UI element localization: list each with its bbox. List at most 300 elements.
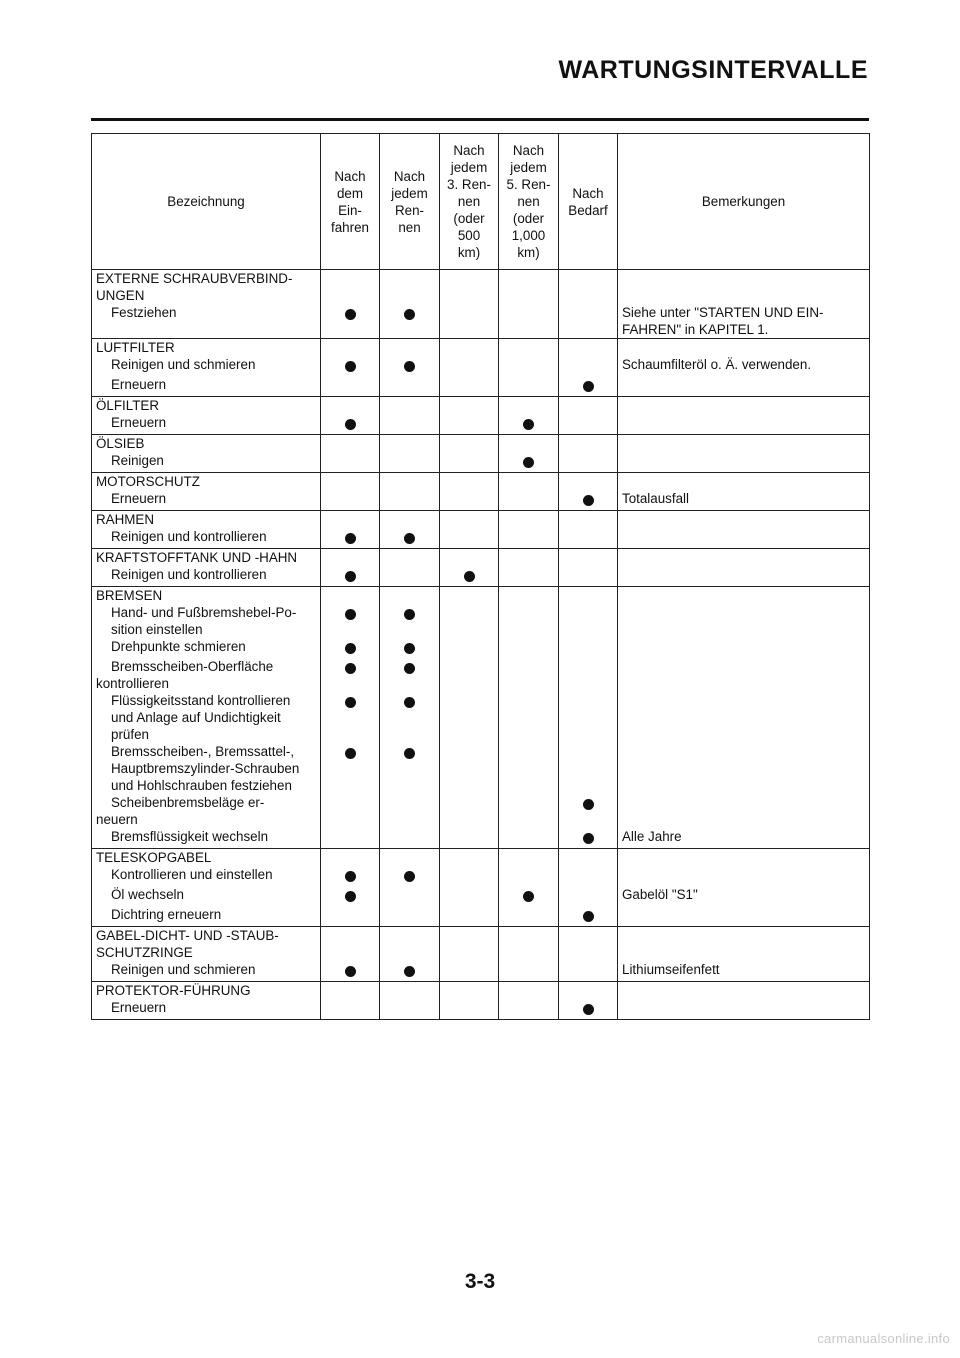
remark-cell	[618, 414, 870, 435]
interval-mark-icon	[404, 871, 415, 882]
empty-cell	[559, 982, 618, 1000]
remark-cell: Alle Jahre	[618, 828, 870, 849]
group-row	[92, 397, 870, 415]
empty-cell	[321, 927, 380, 962]
interval-mark-icon	[345, 533, 356, 544]
table-row	[92, 658, 870, 692]
table-row	[92, 528, 870, 549]
item-label: Erneuern	[92, 376, 321, 397]
interval-cell	[559, 886, 618, 906]
empty-cell	[321, 270, 380, 305]
empty-cell	[618, 339, 870, 357]
interval-cell	[499, 638, 559, 658]
interval-cell	[321, 356, 380, 376]
interval-mark-icon	[345, 361, 356, 372]
empty-cell	[321, 549, 380, 567]
column-header-line: Nach	[572, 185, 604, 201]
interval-cell	[380, 528, 440, 549]
column-header-line: Nach	[453, 143, 485, 158]
group-row	[92, 473, 870, 491]
item-label: Erneuern	[92, 490, 321, 511]
interval-cell	[380, 999, 440, 1020]
interval-cell	[380, 692, 440, 743]
group-title: ÖLFILTER	[92, 397, 321, 415]
empty-cell	[321, 587, 380, 605]
interval-cell	[321, 658, 380, 692]
table-row	[92, 794, 870, 828]
empty-cell	[499, 473, 559, 491]
interval-cell	[321, 794, 380, 828]
remark-cell: Gabelöl "S1"	[618, 886, 870, 906]
empty-cell	[499, 435, 559, 453]
column-header-line: 5. Ren-	[506, 177, 551, 192]
interval-cell	[440, 638, 499, 658]
item-label: Reinigen und schmieren	[92, 356, 321, 376]
empty-cell	[559, 397, 618, 415]
interval-cell	[559, 304, 618, 339]
interval-cell	[380, 886, 440, 906]
interval-cell	[559, 376, 618, 397]
table-row	[92, 304, 870, 339]
interval-cell	[559, 743, 618, 794]
interval-cell	[559, 604, 618, 638]
interval-mark-icon	[583, 381, 594, 392]
interval-cell	[559, 794, 618, 828]
column-header-c1	[321, 134, 380, 270]
interval-cell	[440, 604, 499, 638]
remark-cell	[618, 692, 870, 743]
column-header-line: jedem	[450, 160, 488, 175]
interval-mark-icon	[404, 609, 415, 620]
interval-mark-icon	[345, 697, 356, 708]
interval-cell	[440, 999, 499, 1020]
column-header-rem	[618, 134, 870, 270]
watermark: carmanualsonline.info	[817, 1331, 950, 1346]
column-header-line: Nach	[512, 143, 545, 158]
interval-cell	[499, 828, 559, 849]
column-header-line: jedem	[510, 160, 547, 175]
column-header-line: (oder	[512, 211, 545, 226]
item-label: Scheibenbremsbeläge er- neuern	[92, 794, 321, 828]
empty-cell	[321, 473, 380, 491]
table-row	[92, 452, 870, 473]
remark-cell	[618, 794, 870, 828]
empty-cell	[499, 982, 559, 1000]
empty-cell	[618, 270, 870, 305]
column-header-line: Ren-	[394, 202, 425, 218]
column-header-line: fahren	[331, 219, 369, 235]
interval-cell	[499, 452, 559, 473]
interval-cell	[559, 828, 618, 849]
item-label: Dichtring erneuern	[92, 906, 321, 927]
empty-cell	[499, 549, 559, 567]
interval-cell	[440, 743, 499, 794]
interval-cell	[380, 376, 440, 397]
interval-mark-icon	[523, 419, 534, 430]
interval-cell	[321, 566, 380, 587]
empty-cell	[618, 587, 870, 605]
empty-cell	[559, 849, 618, 867]
interval-cell	[559, 866, 618, 886]
empty-cell	[618, 511, 870, 529]
interval-cell	[321, 376, 380, 397]
interval-cell	[559, 452, 618, 473]
interval-cell	[440, 304, 499, 339]
column-header-line: jedem	[391, 185, 428, 201]
column-header-line: Ein-	[338, 202, 362, 218]
empty-cell	[499, 927, 559, 962]
empty-cell	[559, 587, 618, 605]
group-row	[92, 511, 870, 529]
empty-cell	[380, 549, 440, 567]
group-title: ÖLSIEB	[92, 435, 321, 453]
table-row	[92, 906, 870, 927]
empty-cell	[440, 339, 499, 357]
table-row	[92, 604, 870, 638]
interval-cell	[559, 528, 618, 549]
table-row	[92, 886, 870, 906]
empty-cell	[618, 927, 870, 962]
title-divider	[91, 118, 869, 121]
interval-cell	[499, 866, 559, 886]
interval-cell	[499, 886, 559, 906]
column-header-line: nen	[398, 219, 421, 235]
interval-cell	[440, 658, 499, 692]
empty-cell	[499, 849, 559, 867]
empty-cell	[380, 982, 440, 1000]
interval-cell	[440, 828, 499, 849]
remark-cell: Schaumfilteröl o. Ä. verwenden.	[618, 356, 870, 376]
interval-cell	[440, 528, 499, 549]
table-row	[92, 961, 870, 982]
column-header-line: km)	[517, 245, 540, 260]
empty-cell	[559, 473, 618, 491]
column-header-line: Bedarf	[568, 202, 608, 218]
interval-cell	[440, 356, 499, 376]
group-title: RAHMEN	[92, 511, 321, 529]
empty-cell	[380, 397, 440, 415]
interval-cell	[440, 692, 499, 743]
interval-mark-icon	[345, 891, 356, 902]
table-row	[92, 414, 870, 435]
interval-mark-icon	[583, 1004, 594, 1015]
table-row	[92, 999, 870, 1020]
interval-mark-icon	[404, 663, 415, 674]
empty-cell	[499, 587, 559, 605]
table-row	[92, 638, 870, 658]
empty-cell	[380, 927, 440, 962]
empty-cell	[618, 473, 870, 491]
interval-cell	[321, 999, 380, 1020]
empty-cell	[618, 549, 870, 567]
empty-cell	[559, 549, 618, 567]
column-header-line: Nach	[393, 168, 426, 184]
remark-cell	[618, 743, 870, 794]
column-header-line: Nach	[334, 168, 366, 184]
item-label: Erneuern	[92, 999, 321, 1020]
interval-cell	[380, 604, 440, 638]
empty-cell	[380, 849, 440, 867]
table-row	[92, 866, 870, 886]
interval-mark-icon	[404, 309, 415, 320]
interval-cell	[559, 638, 618, 658]
remark-cell	[618, 604, 870, 638]
interval-mark-icon	[345, 663, 356, 674]
item-label: Öl wechseln	[92, 886, 321, 906]
column-header-line: Bemerkungen	[701, 194, 786, 209]
interval-cell	[499, 999, 559, 1020]
interval-cell	[380, 794, 440, 828]
interval-cell	[380, 304, 440, 339]
empty-cell	[618, 982, 870, 1000]
interval-mark-icon	[583, 911, 594, 922]
group-title: PROTEKTOR-FÜHRUNG	[92, 982, 321, 1000]
interval-cell	[559, 566, 618, 587]
empty-cell	[440, 397, 499, 415]
item-label: Flüssigkeitsstand kontrollieren und Anlage auf Undichtigkeit prüfen	[92, 692, 321, 743]
column-header-line: 500	[457, 228, 481, 243]
column-header-line: 3. Ren-	[447, 177, 491, 192]
interval-mark-icon	[345, 643, 356, 654]
empty-cell	[380, 511, 440, 529]
column-header-line: nen	[517, 194, 540, 209]
interval-cell	[499, 794, 559, 828]
interval-mark-icon	[345, 871, 356, 882]
interval-cell	[321, 692, 380, 743]
empty-cell	[321, 511, 380, 529]
group-row	[92, 849, 870, 867]
interval-cell	[559, 692, 618, 743]
interval-mark-icon	[583, 833, 594, 844]
column-header-c5	[559, 134, 618, 270]
group-row	[92, 549, 870, 567]
page-title: WARTUNGSINTERVALLE	[558, 56, 868, 84]
remark-cell	[618, 566, 870, 587]
group-row	[92, 270, 870, 305]
interval-cell	[499, 961, 559, 982]
empty-cell	[321, 849, 380, 867]
interval-cell	[380, 638, 440, 658]
empty-cell	[440, 435, 499, 453]
item-label: Bremsflüssigkeit wechseln	[92, 828, 321, 849]
group-title: LUFTFILTER	[92, 339, 321, 357]
empty-cell	[440, 982, 499, 1000]
interval-cell	[499, 692, 559, 743]
remark-cell: Siehe unter "STARTEN UND EIN- FAHREN" in KAPITEL 1.	[618, 304, 870, 339]
item-label: Kontrollieren und einstellen	[92, 866, 321, 886]
group-title: TELESKOPGABEL	[92, 849, 321, 867]
interval-cell	[559, 356, 618, 376]
interval-cell	[559, 999, 618, 1020]
interval-mark-icon	[404, 697, 415, 708]
interval-cell	[440, 866, 499, 886]
interval-cell	[321, 743, 380, 794]
interval-cell	[380, 658, 440, 692]
interval-cell	[440, 566, 499, 587]
empty-cell	[499, 339, 559, 357]
table-row	[92, 356, 870, 376]
column-header-line: km)	[457, 245, 481, 260]
interval-cell	[321, 528, 380, 549]
interval-cell	[499, 304, 559, 339]
interval-cell	[440, 961, 499, 982]
item-label: Reinigen und schmieren	[92, 961, 321, 982]
empty-cell	[380, 587, 440, 605]
interval-cell	[499, 528, 559, 549]
interval-mark-icon	[345, 419, 356, 430]
interval-cell	[440, 376, 499, 397]
empty-cell	[559, 927, 618, 962]
interval-cell	[380, 490, 440, 511]
empty-cell	[499, 270, 559, 305]
table-row	[92, 692, 870, 743]
empty-cell	[440, 849, 499, 867]
interval-mark-icon	[345, 309, 356, 320]
item-label: Reinigen und kontrollieren	[92, 528, 321, 549]
interval-cell	[380, 828, 440, 849]
interval-cell	[440, 794, 499, 828]
remark-cell: Totalausfall	[618, 490, 870, 511]
remark-cell	[618, 866, 870, 886]
empty-cell	[559, 435, 618, 453]
group-title: KRAFTSTOFFTANK UND -HAHN	[92, 549, 321, 567]
empty-cell	[380, 435, 440, 453]
remark-cell	[618, 638, 870, 658]
interval-cell	[440, 906, 499, 927]
interval-cell	[321, 906, 380, 927]
empty-cell	[559, 270, 618, 305]
interval-mark-icon	[583, 495, 594, 506]
remark-cell	[618, 906, 870, 927]
interval-cell	[321, 490, 380, 511]
interval-mark-icon	[404, 748, 415, 759]
group-title: GABEL-DICHT- UND -STAUB- SCHUTZRINGE	[92, 927, 321, 962]
empty-cell	[618, 435, 870, 453]
table-row	[92, 828, 870, 849]
item-label: Festziehen	[92, 304, 321, 339]
group-title: MOTORSCHUTZ	[92, 473, 321, 491]
table-body	[92, 270, 870, 1020]
remark-cell	[618, 452, 870, 473]
empty-cell	[440, 927, 499, 962]
interval-cell	[321, 304, 380, 339]
remark-cell: Lithiumseifenfett	[618, 961, 870, 982]
remark-cell	[618, 999, 870, 1020]
interval-mark-icon	[523, 457, 534, 468]
interval-mark-icon	[345, 748, 356, 759]
column-header-c3	[440, 134, 499, 270]
interval-mark-icon	[583, 799, 594, 810]
remark-cell	[618, 376, 870, 397]
column-header-c2	[380, 134, 440, 270]
empty-cell	[440, 511, 499, 529]
column-header-line: Bezeichnung	[167, 194, 245, 209]
maintenance-table	[91, 133, 870, 1020]
interval-cell	[321, 866, 380, 886]
interval-cell	[559, 961, 618, 982]
interval-cell	[440, 490, 499, 511]
interval-cell	[380, 906, 440, 927]
interval-cell	[499, 356, 559, 376]
column-header-line: (oder	[453, 211, 485, 226]
item-label: Bremsscheiben-Oberfläche kontrollieren	[92, 658, 321, 692]
interval-mark-icon	[345, 571, 356, 582]
empty-cell	[440, 587, 499, 605]
interval-cell	[499, 906, 559, 927]
interval-cell	[499, 604, 559, 638]
empty-cell	[618, 397, 870, 415]
empty-cell	[321, 397, 380, 415]
interval-mark-icon	[404, 643, 415, 654]
interval-mark-icon	[345, 966, 356, 977]
empty-cell	[559, 339, 618, 357]
interval-cell	[499, 658, 559, 692]
item-label: Hand- und Fußbremshebel-Po- sition einstellen	[92, 604, 321, 638]
group-title: EXTERNE SCHRAUBVERBIND- UNGEN	[92, 270, 321, 305]
interval-cell	[559, 658, 618, 692]
interval-cell	[380, 961, 440, 982]
page-number: 3-3	[464, 1270, 496, 1293]
interval-cell	[380, 743, 440, 794]
empty-cell	[380, 270, 440, 305]
empty-cell	[321, 339, 380, 357]
interval-cell	[321, 961, 380, 982]
empty-cell	[559, 511, 618, 529]
group-title: BREMSEN	[92, 587, 321, 605]
interval-cell	[321, 604, 380, 638]
empty-cell	[321, 435, 380, 453]
interval-cell	[380, 414, 440, 435]
group-row	[92, 927, 870, 962]
table-row	[92, 490, 870, 511]
table-row	[92, 743, 870, 794]
empty-cell	[618, 849, 870, 867]
interval-cell	[380, 866, 440, 886]
interval-mark-icon	[464, 571, 475, 582]
item-label: Reinigen	[92, 452, 321, 473]
column-header-line: dem	[336, 185, 364, 201]
interval-cell	[559, 414, 618, 435]
remark-cell	[618, 528, 870, 549]
interval-cell	[380, 566, 440, 587]
empty-cell	[380, 473, 440, 491]
empty-cell	[440, 549, 499, 567]
interval-cell	[380, 356, 440, 376]
interval-cell	[499, 490, 559, 511]
interval-cell	[440, 886, 499, 906]
interval-cell	[559, 906, 618, 927]
interval-cell	[321, 828, 380, 849]
interval-cell	[321, 414, 380, 435]
empty-cell	[499, 397, 559, 415]
interval-cell	[440, 414, 499, 435]
interval-cell	[499, 566, 559, 587]
table-header	[92, 134, 870, 270]
interval-mark-icon	[523, 891, 534, 902]
interval-cell	[321, 886, 380, 906]
group-row	[92, 435, 870, 453]
empty-cell	[499, 511, 559, 529]
group-row	[92, 587, 870, 605]
group-row	[92, 982, 870, 1000]
table-row	[92, 376, 870, 397]
interval-cell	[499, 743, 559, 794]
interval-cell	[559, 490, 618, 511]
remark-cell	[618, 658, 870, 692]
empty-cell	[440, 270, 499, 305]
interval-cell	[321, 638, 380, 658]
column-header-line: nen	[457, 194, 481, 209]
